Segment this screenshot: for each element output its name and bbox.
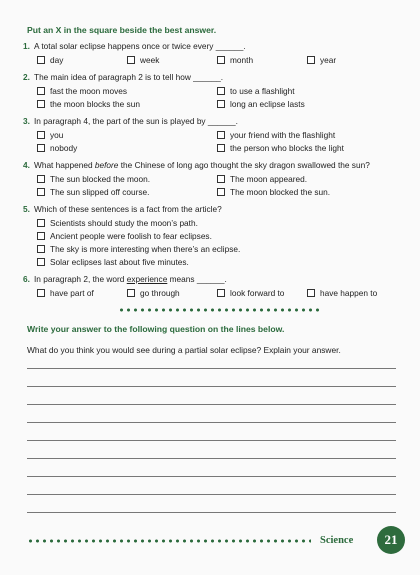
answer-line[interactable] [27, 386, 396, 387]
writing-prompt: What do you think you would see during a partial solar eclipse? Explain your answer. [27, 345, 341, 355]
question-number: 1. [23, 41, 30, 51]
question-stem: A total solar eclipse happens once or twice every ______. [34, 41, 246, 51]
footer-subject: Science [320, 535, 354, 546]
answer-option[interactable]: go through [127, 288, 180, 298]
answer-option[interactable]: day [37, 55, 63, 65]
checkbox[interactable] [37, 188, 45, 196]
checkbox[interactable] [37, 87, 45, 95]
checkbox[interactable] [217, 188, 225, 196]
checkbox[interactable] [217, 289, 225, 297]
dotted-divider [118, 308, 321, 312]
answer-line[interactable] [27, 512, 396, 513]
answer-line[interactable] [27, 476, 396, 477]
answer-line[interactable] [27, 422, 396, 423]
answer-line[interactable] [27, 368, 396, 369]
answer-option[interactable]: year [307, 55, 336, 65]
answer-option[interactable]: The sun blocked the moon. [37, 174, 150, 184]
answer-option[interactable]: you [37, 130, 63, 140]
checkbox[interactable] [217, 144, 225, 152]
answer-option[interactable]: month [217, 55, 253, 65]
checkbox[interactable] [307, 56, 315, 64]
answer-option[interactable]: Ancient people were foolish to fear eclipses. [37, 231, 212, 241]
answer-option[interactable]: long an eclipse lasts [217, 99, 305, 109]
question-stem: The main idea of paragraph 2 is to tell how ______. [34, 72, 224, 82]
answer-option[interactable]: The moon appeared. [217, 174, 307, 184]
answer-line[interactable] [27, 404, 396, 405]
answer-option[interactable]: have part of [37, 288, 94, 298]
checkbox[interactable] [37, 175, 45, 183]
answer-option[interactable]: to use a flashlight [217, 86, 295, 96]
checkbox[interactable] [217, 100, 225, 108]
page-number-badge: 21 [377, 526, 405, 554]
answer-line[interactable] [27, 494, 396, 495]
question-number: 5. [23, 204, 30, 214]
checkbox[interactable] [37, 232, 45, 240]
checkbox[interactable] [37, 100, 45, 108]
question-number: 4. [23, 160, 30, 170]
answer-line[interactable] [27, 440, 396, 441]
checkbox[interactable] [127, 56, 135, 64]
answer-option[interactable]: the person who blocks the light [217, 143, 344, 153]
instructions: Put an X in the square beside the best answer. [27, 25, 217, 35]
answer-option[interactable]: Solar eclipses last about five minutes. [37, 257, 189, 267]
checkbox[interactable] [127, 289, 135, 297]
answer-option[interactable]: look forward to [217, 288, 284, 298]
answer-option[interactable]: the moon blocks the sun [37, 99, 140, 109]
question-stem: In paragraph 4, the part of the sun is played by ______. [34, 116, 238, 126]
answer-line[interactable] [27, 458, 396, 459]
checkbox[interactable] [37, 258, 45, 266]
checkbox[interactable] [37, 245, 45, 253]
question-number: 3. [23, 116, 30, 126]
answer-option[interactable]: have happen to [307, 288, 377, 298]
checkbox[interactable] [217, 56, 225, 64]
answer-option[interactable]: fast the moon moves [37, 86, 127, 96]
answer-option[interactable]: Scientists should study the moon’s path. [37, 218, 198, 228]
question-number: 6. [23, 274, 30, 284]
writing-instructions: Write your answer to the following question on the lines below. [27, 324, 285, 334]
answer-option[interactable]: The moon blocked the sun. [217, 187, 330, 197]
question-stem: In paragraph 2, the word experience means ______. [34, 274, 227, 284]
checkbox[interactable] [37, 131, 45, 139]
answer-option[interactable]: The sky is more interesting when there’s an eclipse. [37, 244, 240, 254]
answer-option[interactable]: week [127, 55, 159, 65]
checkbox[interactable] [217, 175, 225, 183]
checkbox[interactable] [37, 56, 45, 64]
checkbox[interactable] [37, 289, 45, 297]
answer-option[interactable]: The sun slipped off course. [37, 187, 149, 197]
footer-dotted-rule [27, 539, 311, 543]
question-stem: Which of these sentences is a fact from the article? [34, 204, 222, 214]
question-number: 2. [23, 72, 30, 82]
checkbox[interactable] [217, 131, 225, 139]
answer-option[interactable]: your friend with the flashlight [217, 130, 335, 140]
checkbox[interactable] [37, 219, 45, 227]
checkbox[interactable] [217, 87, 225, 95]
question-stem: What happened before the Chinese of long ago thought the sky dragon swallowed the sun? [34, 160, 370, 170]
checkbox[interactable] [307, 289, 315, 297]
answer-option[interactable]: nobody [37, 143, 77, 153]
checkbox[interactable] [37, 144, 45, 152]
